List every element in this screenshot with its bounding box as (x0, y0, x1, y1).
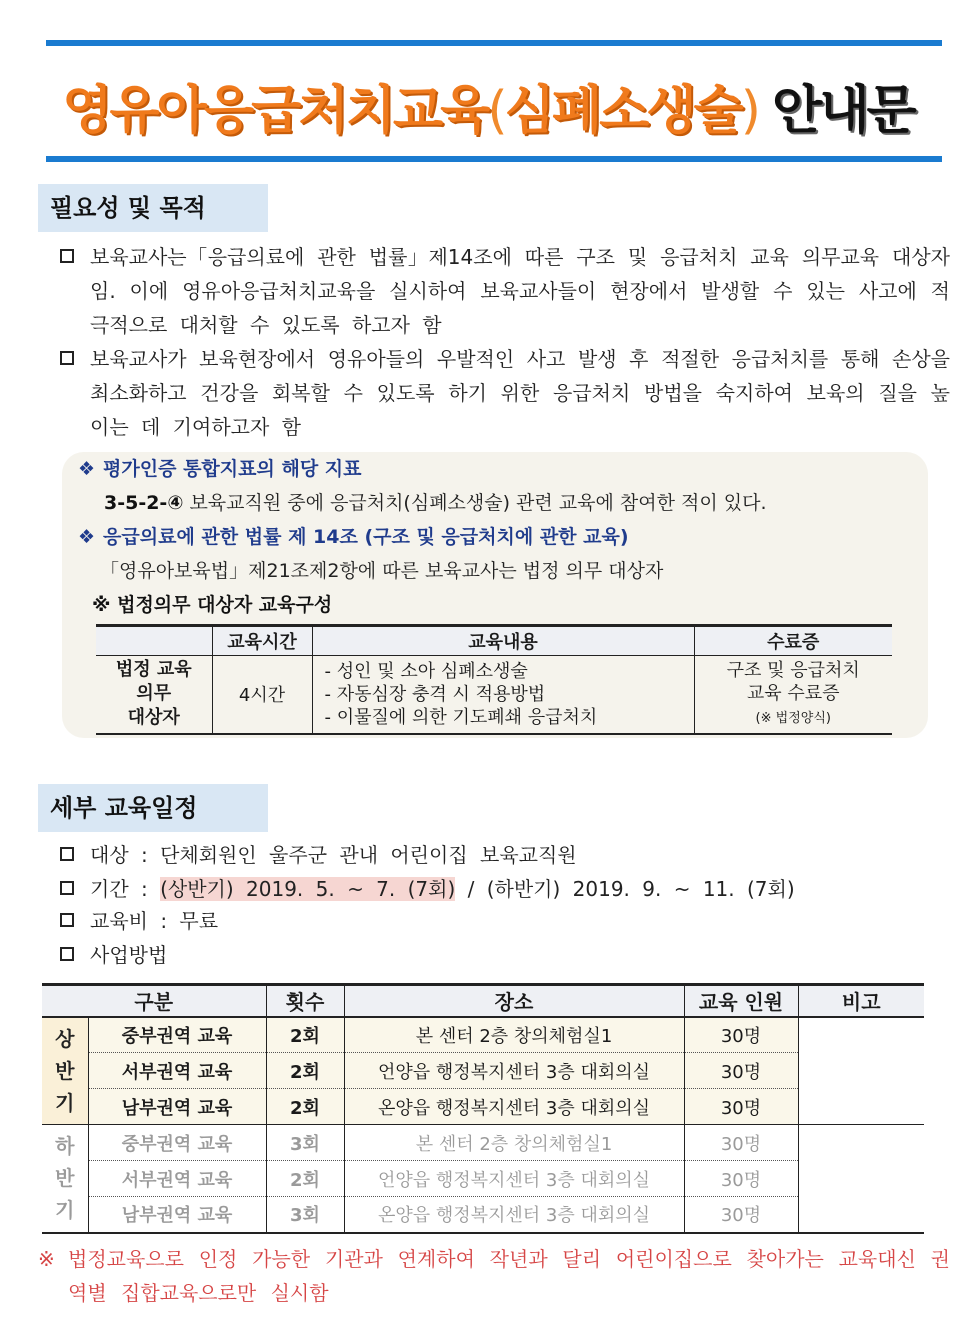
table-row (42, 1089, 924, 1125)
purpose-bullet-2-text: 보육교사가 보육현장에서 영유아들의 우발적인 사고 발생 후 적절한 응급처치를 통해 손상을 최소화하고 건강을 회복할 수 있도록 하기 위한 응급처치 방법을 숙지하여 보육의 질을 높이는 데 기여하고자 함 (90, 347, 950, 439)
table-row (42, 1125, 924, 1161)
certificate-line: 구조 및 응급처치 (726, 659, 860, 681)
callout-note: ※ 법정의무 대상자 교육구성 (92, 594, 333, 616)
checkbox-bullet-icon (60, 847, 74, 861)
count-cell: 2회 (266, 1053, 344, 1089)
remark-cell (798, 1017, 924, 1125)
schedule-target (60, 838, 950, 872)
title-paren-close: ) (740, 81, 759, 141)
title-part3: 안내문 (772, 81, 914, 141)
place-cell: 언양읍 행정복지센터 3층 대회의실 (344, 1053, 684, 1089)
callout-heading-indicator-text: 평가인증 통합지표의 해당 지표 (103, 458, 362, 480)
indicator-code: 3-5-2-④ (104, 492, 184, 514)
people-cell: 30명 (684, 1053, 798, 1089)
legal-education-table (96, 624, 892, 735)
count-cell: 2회 (266, 1017, 344, 1053)
checkbox-bullet-icon (60, 913, 74, 927)
callout-law-line: 「영유아보육법」제21조제2항에 따른 보육교사는 법정 의무 대상자 (100, 560, 664, 582)
people-cell: 30명 (684, 1161, 798, 1197)
diamond-bullet-icon: ❖ (78, 526, 96, 548)
place-cell: 본 센터 2층 창의체험실1 (344, 1017, 684, 1053)
purpose-bullet-2 (60, 342, 950, 444)
count-cell: 2회 (266, 1161, 344, 1197)
table-row (42, 1017, 924, 1053)
content-item: - 이물질에 의한 기도폐쇄 응급처치 (324, 706, 598, 728)
schedule-table (42, 983, 924, 1234)
row-label-line: 의무 (136, 683, 172, 705)
remark-cell (798, 1125, 924, 1233)
checkbox-bullet-icon (60, 881, 74, 895)
area-cell: 서부권역 교육 (88, 1053, 266, 1089)
table-header-row (96, 626, 892, 656)
table-header-cell (96, 626, 212, 656)
period-first-half: (상반기) 2019. 5. ~ 7. (7회) (160, 877, 456, 901)
title-top-rule (46, 40, 942, 46)
half-label-char: 상 (55, 1026, 75, 1051)
schedule-period-text (60, 872, 950, 906)
area-cell: 서부권역 교육 (88, 1161, 266, 1197)
page-title (0, 68, 976, 143)
people-cell: 30명 (684, 1017, 798, 1053)
area-cell: 중부권역 교육 (88, 1125, 266, 1161)
row-label-line: 대상자 (127, 707, 180, 729)
place-cell: 언양읍 행정복지센터 3층 대회의실 (344, 1161, 684, 1197)
table-header-cell: 수료증 (694, 626, 892, 656)
title-bottom-rule (46, 156, 942, 162)
people-cell: 30명 (684, 1197, 798, 1233)
count-cell: 3회 (266, 1197, 344, 1233)
row-label-cell (96, 656, 212, 734)
table-header-cell: 횟수 (266, 985, 344, 1017)
area-cell: 중부권역 교육 (88, 1017, 266, 1053)
section-heading-purpose: 필요성 및 목적 (38, 184, 268, 232)
section-heading-schedule: 세부 교육일정 (38, 784, 268, 832)
half-label-char: 기 (55, 1090, 75, 1115)
hours-cell: 4시간 (212, 656, 312, 734)
footnote-text: 법정교육으로 인정 가능한 기관과 연계하여 작년과 달리 어린이집으로 찾아가는 교육대신 권역별 집합교육으로만 실시함 (68, 1247, 950, 1305)
place-cell: 온양읍 행정복지센터 3층 대회의실 (344, 1089, 684, 1125)
schedule-fee-text: 교육비 : 무료 (90, 909, 219, 933)
first-half-label (42, 1017, 88, 1125)
people-cell: 30명 (684, 1125, 798, 1161)
people-cell: 30명 (684, 1089, 798, 1125)
certificate-cell (694, 656, 892, 734)
checkbox-bullet-icon (60, 249, 74, 263)
checkbox-bullet-icon (60, 947, 74, 961)
table-header-cell: 교육내용 (312, 626, 694, 656)
schedule-period (60, 872, 950, 906)
area-cell: 남부권역 교육 (88, 1089, 266, 1125)
footnote (38, 1242, 950, 1310)
count-cell: 3회 (266, 1125, 344, 1161)
diamond-bullet-icon: ❖ (78, 458, 96, 480)
second-half-label (42, 1125, 88, 1233)
content-item: - 성인 및 소아 심폐소생술 (324, 660, 528, 682)
count-cell: 2회 (266, 1089, 344, 1125)
period-label: 기간 : (90, 877, 161, 901)
callout-heading-law-text: 응급의료에 관한 법률 제 14조 (구조 및 응급처치에 관한 교육) (103, 526, 629, 548)
place-cell: 온양읍 행정복지센터 3층 대회의실 (344, 1197, 684, 1233)
content-item: - 자동심장 충격 시 적용방법 (324, 683, 546, 705)
table-header-cell: 구분 (42, 985, 266, 1017)
checkbox-bullet-icon (60, 351, 74, 365)
half-label-char: 반 (55, 1058, 75, 1083)
indicator-description: 보육교직원 중에 응급처치(심폐소생술) 관련 교육에 참여한 적이 있다. (189, 492, 767, 514)
schedule-target-text: 대상 : 단체회원인 울주군 관내 어린이집 보육교직원 (90, 843, 577, 867)
title-part2: 심폐소생술 (504, 81, 741, 141)
table-row (42, 1197, 924, 1233)
contents-cell (312, 656, 694, 734)
half-label-char: 반 (55, 1166, 75, 1191)
table-row (42, 1161, 924, 1197)
title-part1: 영유아응급처치교육 (62, 81, 488, 141)
schedule-fee (60, 904, 950, 938)
callout-heading-indicator (78, 454, 362, 481)
purpose-bullet-1 (60, 240, 950, 342)
row-label-line: 법정 교육 (115, 659, 192, 681)
callout-heading-law (78, 522, 629, 549)
table-header-cell: 교육 인원 (684, 985, 798, 1017)
certificate-note: (※ 법정양식) (755, 710, 831, 726)
half-label-char: 하 (55, 1134, 75, 1159)
schedule-method-text: 사업방법 (90, 943, 168, 967)
table-header-cell: 장소 (344, 985, 684, 1017)
table-row (42, 1053, 924, 1089)
footnote-mark: ※ (38, 1247, 55, 1271)
table-header-cell: 비고 (798, 985, 924, 1017)
purpose-bullet-1-text: 보육교사는「응급의료에 관한 법률」제14조에 따른 구조 및 응급처치 교육 의무교육 대상자임. 이에 영유아응급처치교육을 실시하여 보육교사들이 현장에서 발생할 수 있는 사고에 적극적으로 대처할 수 있도록 하고자 함 (90, 245, 950, 337)
table-header-row (42, 985, 924, 1017)
area-cell: 남부권역 교육 (88, 1197, 266, 1233)
place-cell: 본 센터 2층 창의체험실1 (344, 1125, 684, 1161)
certificate-line: 교육 수료증 (746, 682, 840, 704)
period-second-half: / (하반기) 2019. 9. ~ 11. (7회) (455, 877, 795, 901)
title-paren-open: ( (487, 81, 505, 141)
table-header-cell: 교육시간 (212, 626, 312, 656)
half-label-char: 기 (55, 1198, 75, 1223)
callout-indicator-line (104, 488, 767, 515)
schedule-method (60, 938, 950, 972)
table-row (96, 656, 892, 734)
